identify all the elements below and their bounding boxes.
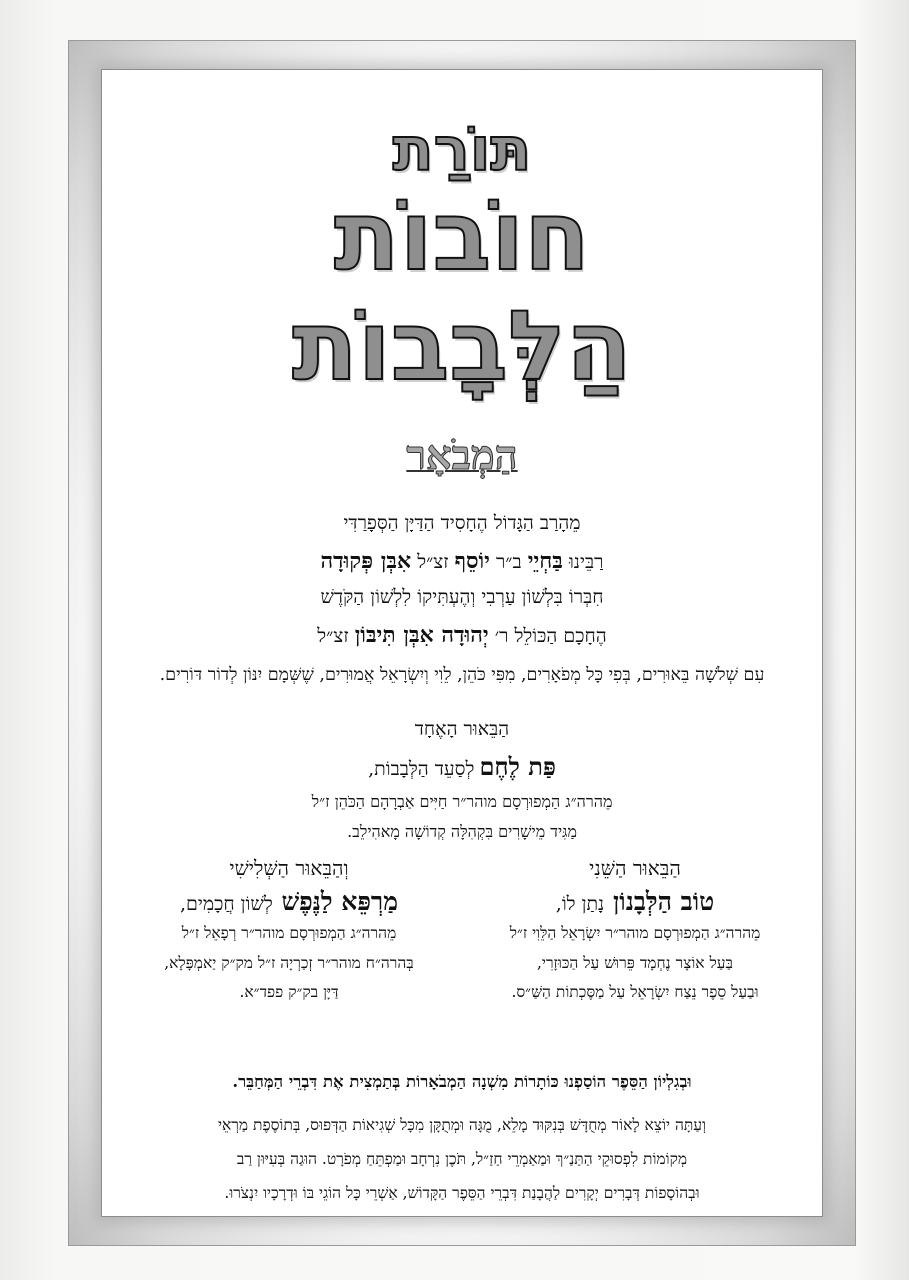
title-line-2: חוֹבוֹת — [334, 180, 590, 292]
footer-paragraph-line-2: מְקוֹמוֹת לִפְסוּקֵי הַתַּנַ״ךְ וּמַאַמְרֵי חַזַ״ל, תֹּכֶן נִרְחָב וּמַפְתֵּחַ מְפֹרָט. הוּגַה בְּעִיּוּן רַב — [236, 1150, 688, 1168]
commentary-first-heading: הַבֵּאוּר הָאֶחָד — [414, 718, 510, 740]
author-mid: ב״ר — [495, 551, 522, 573]
commentary-third-author: מֵהרה״ג הַמְפוּרְסָם מוהר״ר רְפָאֵל ז״ל — [181, 924, 397, 942]
title-page — [102, 70, 822, 1216]
commentary-second-author: מֵהרה״ג הַמְפוּרְסָם מוהר״ר יִשְׂרָאֵל הַלֵּוִי ז״ל — [509, 924, 761, 942]
commentary-second-heading: הַבֵּאוּר הַשֵּׁנִי — [589, 856, 681, 880]
commentary-third-line-3: דַּיָּן בק״ק פפד״א. — [239, 983, 339, 1001]
commentary-second-title — [470, 889, 800, 914]
commentary-first-role: מַגִּיד מֵישָׁרִים בִּקְהִלָּה קְדוֹשָׁה מָאהִילֵב. — [347, 822, 577, 841]
commentary-first-suffix: לְסַעֵד הַלְּבָבוֹת, — [368, 758, 475, 780]
author-line-1: מֵהָרַב הַגָּדוֹל הֶחָסִיד הַדַּיָּן הַסְּפָרַדִּי — [343, 512, 581, 534]
commentary-third-title — [124, 889, 454, 914]
author-line-5: עִם שְׁלֹשָׁה בֵּאוּרִים, בְּפִי כָּל מְפֹאָרִים, מִפִּי כֹּהֵן, לֵוִי וְיִשְׂרָאֵל אֲמוּרִים, שֶׁשְּׁמָם יִנּוֹן לְדוֹר דּוֹרִים. — [159, 665, 765, 685]
translator-honorific: זצ״ל — [317, 625, 349, 647]
footer-paragraph-line-3: וּבְהוֹסָפוֹת דְּבָרִים יְקָרִים לַהֲבָנַת דִּבְרֵי הַסֵּפֶר הַקָּדוֹשׁ, אַשְׁרֵי כָּל הוֹגֵי בּוֹ וּדְרָכָיו יִנְצֹרוּ. — [224, 1184, 700, 1202]
inner-frame — [101, 69, 823, 1217]
commentary-second-line-3: וּבַעַל סֵפֶר נֵצַח יִשְׂרָאֵל עַל מַסֶּכְתוֹת הַשַּׁ״ס. — [511, 983, 759, 1001]
commentary-third — [124, 858, 454, 1015]
outer-frame — [68, 40, 856, 1246]
author-father-name: יוֹסֵף — [454, 548, 490, 574]
author-surname: אִבְּן פְּקוּדָה — [320, 548, 412, 574]
commentary-second-name: טוֹב הַלְּבָנוֹן — [612, 887, 715, 916]
subtitle: הַמְבֹאָר — [406, 432, 518, 479]
commentary-third-line-2: בְּהרה״ח מוהר״ר זְכַרְיָה ז״ל מק״ק יַאמְפָּלָא, — [164, 953, 414, 972]
commentary-second-suffix: נָתַן לוֹ, — [555, 893, 605, 915]
author-name-first: בַּחְיֵי — [527, 548, 563, 574]
title-line-3: הַלְּבָבוֹת — [292, 290, 632, 402]
author-honorific: זצ״ל — [417, 551, 449, 573]
title-line-1: תּוֹרַת — [392, 115, 532, 185]
commentary-third-name: מַרְפֵּא לַנֶּפֶשׁ — [281, 887, 399, 916]
commentary-second — [470, 858, 800, 1015]
commentary-third-suffix: לְשׁוֹן חֲכָמִים, — [179, 893, 273, 915]
commentary-first-title — [102, 752, 822, 782]
translator-name: יְהוּדָה אִבְּן תִּיבּוֹן — [354, 622, 489, 648]
commentary-first-name: פַּת לֶחֶם — [479, 752, 556, 781]
commentary-first-author: מֵהרה״ג הַמְפוּרְסָם מוהר״ר חַיִּים אַבְרָהָם הַכֹּהֵן ז״ל — [311, 792, 613, 811]
author-prefix: רַבֵּינוּ — [568, 551, 604, 573]
author-line-4 — [102, 622, 822, 648]
translator-prefix: הֶחָכָם הַכּוֹלֵל ר׳ — [494, 625, 607, 647]
commentary-third-heading: וְהַבֵּאוּר הַשְּׁלִישִׁי — [229, 856, 349, 880]
author-line-3: חִבְּרוֹ בִּלְשׁוֹן עַרְבִי וְהֶעְתִּיקוֹ לִלְשׁוֹן הַקֹּדֶשׁ — [320, 586, 604, 608]
commentary-second-line-2: בַּעַל אוֹצָר נֶחְמָד פֵּרוּשׁ עַל הַכּוּזָרִי, — [536, 953, 734, 972]
footer-paragraph-line-1: וְעַתָּה יוֹצֵא לָאוֹר מְחֻדָּשׁ בְּנִקּוּד מָלֵא, מֻגָּה וּמְתֻקָּן מִכָּל שְׁגִיאוֹת הַדְּפוּס, בְּתוֹסֶפֶת מַרְאֵי — [217, 1116, 707, 1134]
footer-bold-line: וּבְגִלְיוֹן הַסֵּפֶר הוֹסַפְנוּ כּוֹתָרוֹת מִשְׁנָה הַמְבֹאָרוֹת בְּתַמְצִית אֶת דִּבְרֵי הַמְּחַבֵּר. — [232, 1072, 692, 1091]
author-line-2 — [102, 548, 822, 574]
